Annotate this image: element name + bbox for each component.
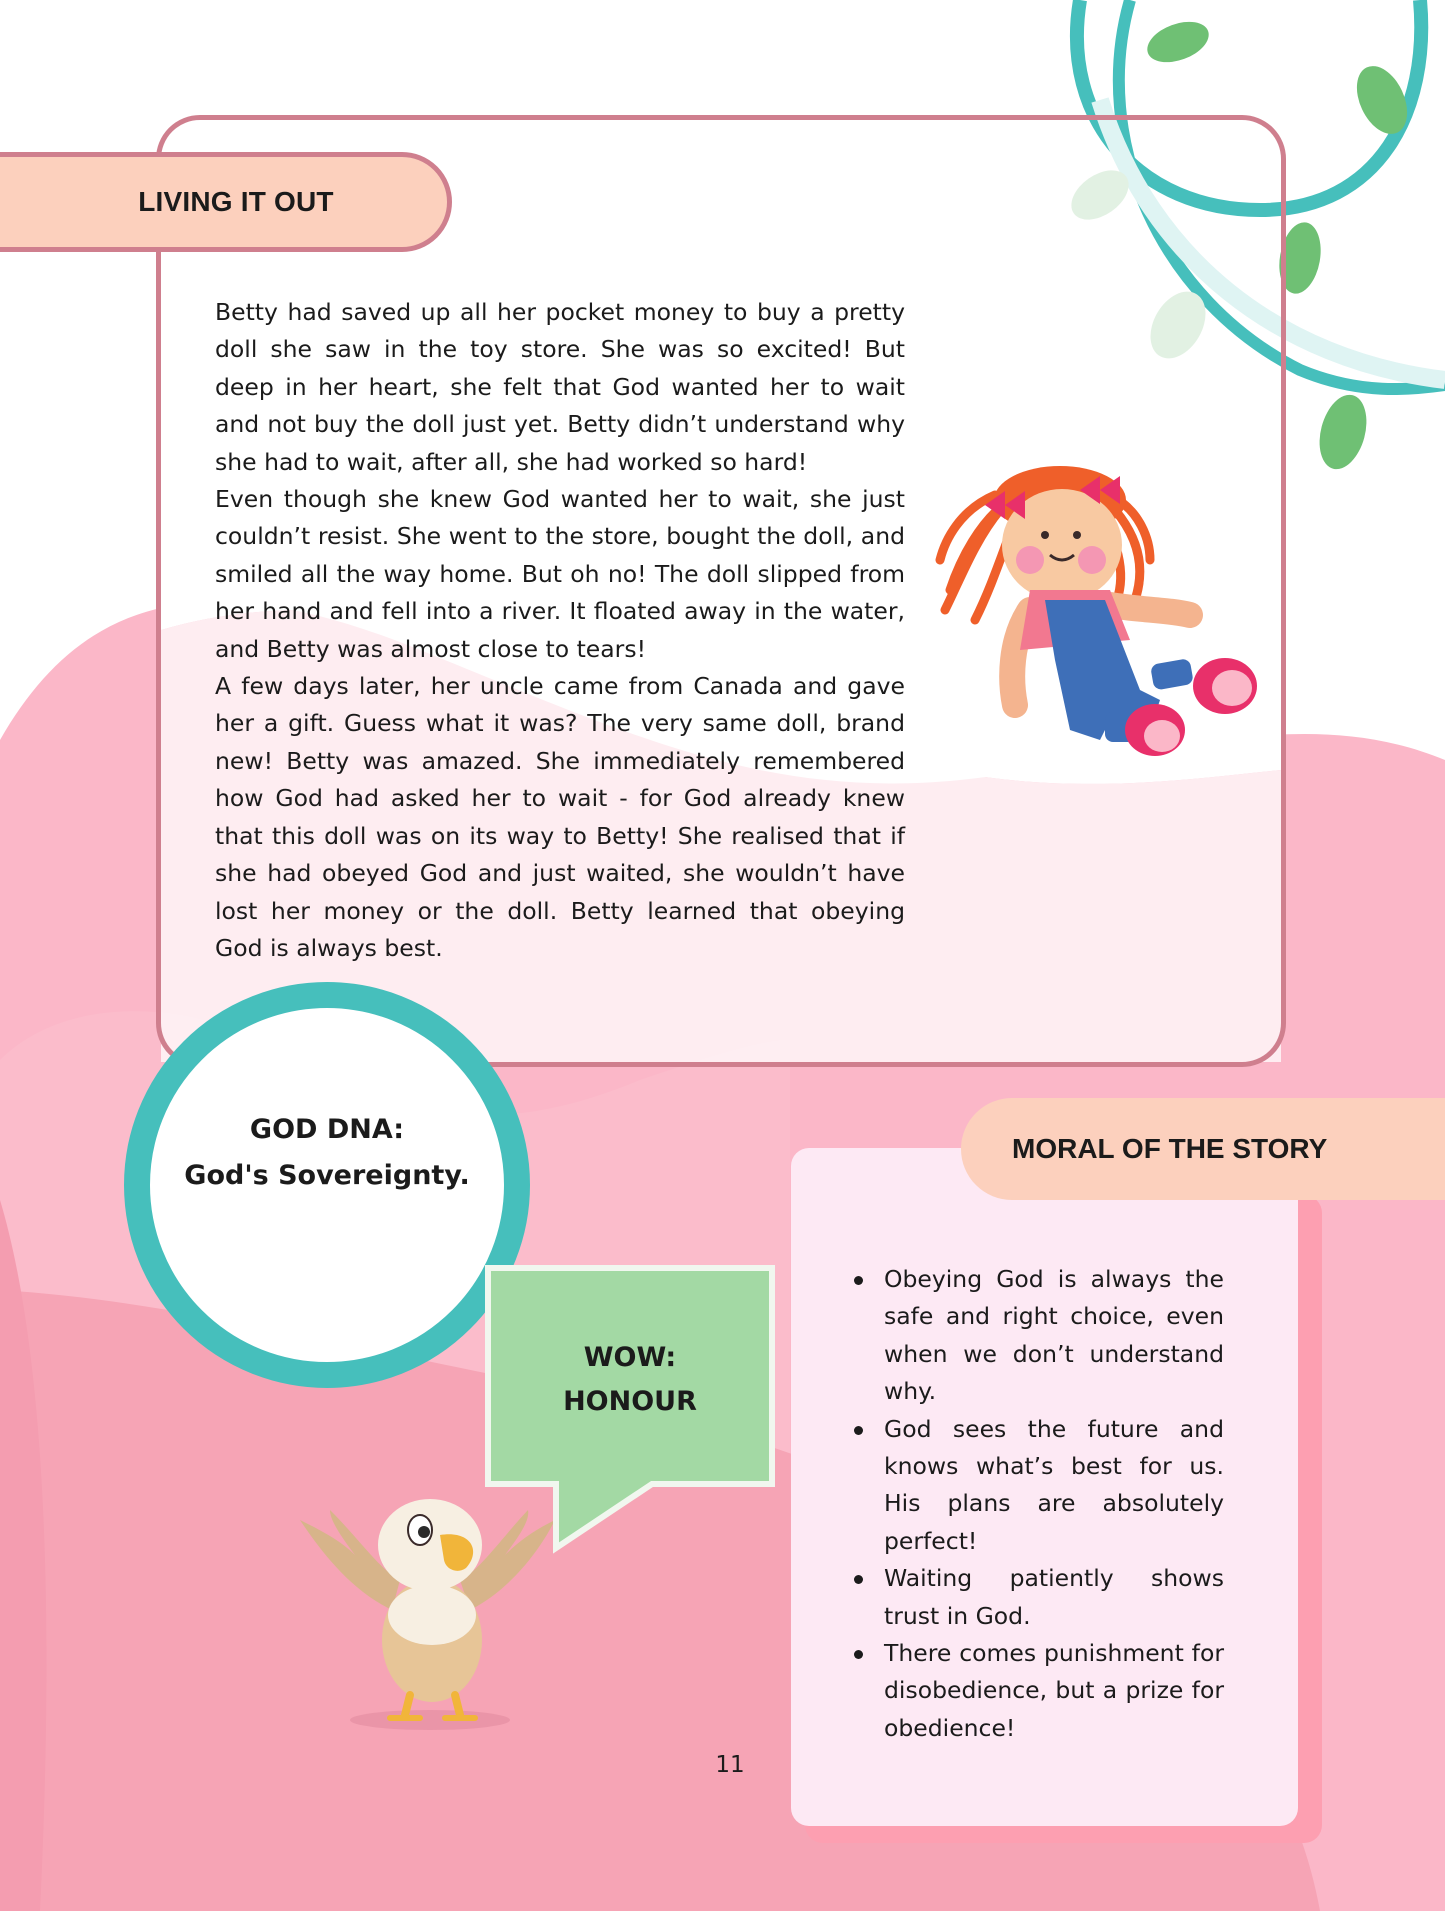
god-dna-value: God's Sovereignty. [184,1160,470,1191]
list-item: Waiting patiently shows trust in God. [848,1560,1224,1635]
living-it-out-tab [0,152,452,252]
wow-value: HONOUR [563,1386,697,1417]
wow-label: WOW: [583,1342,677,1373]
wow-text [488,1336,772,1424]
god-dna-circle [124,982,530,1388]
story-paragraph: Betty had saved up all her pocket money to buy a pretty doll she saw in the toy store. She was so excited! But deep in her heart, she felt that God wanted her to wait and not buy the doll just yet. Betty didn’t understand why she had to wait, after all, she had worked so hard! [215,298,905,476]
moral-heading: MORAL OF THE STORY [1012,1133,1328,1164]
living-it-out-heading: LIVING IT OUT [138,186,334,217]
list-item: There comes punishment for disobedience, but a prize for obedience! [848,1635,1224,1747]
god-dna-label: GOD DNA: [249,1114,405,1145]
list-item: Obeying God is always the safe and right choice, even when we don’t understand why. [848,1261,1224,1411]
story-paragraph: A few days later, her uncle came from Canada and gave her a gift. Guess what it was? The very same doll, brand new! Betty was amazed. She immediately remembered how God had asked her to wait - for God already knew that this doll was on its way to Betty! She realised that if she had obeyed God and just waited, she wouldn’t have lost her money or the doll. Betty learned that obeying God is always best. [215,672,905,962]
list-item: God sees the future and knows what’s best for us. His plans are absolutely perfect! [848,1411,1224,1561]
moral-list [848,1261,1224,1747]
story-paragraph: Even though she knew God wanted her to wait, she just couldn’t resist. She went to the store, bought the doll, and smiled all the way home. But oh no! The doll slipped from her hand and fell into a river. It floated away in the water, and Betty was almost close to tears! [215,485,905,663]
moral-tab [961,1098,1445,1200]
page-number: 11 [715,1752,745,1778]
story-text [215,294,905,967]
